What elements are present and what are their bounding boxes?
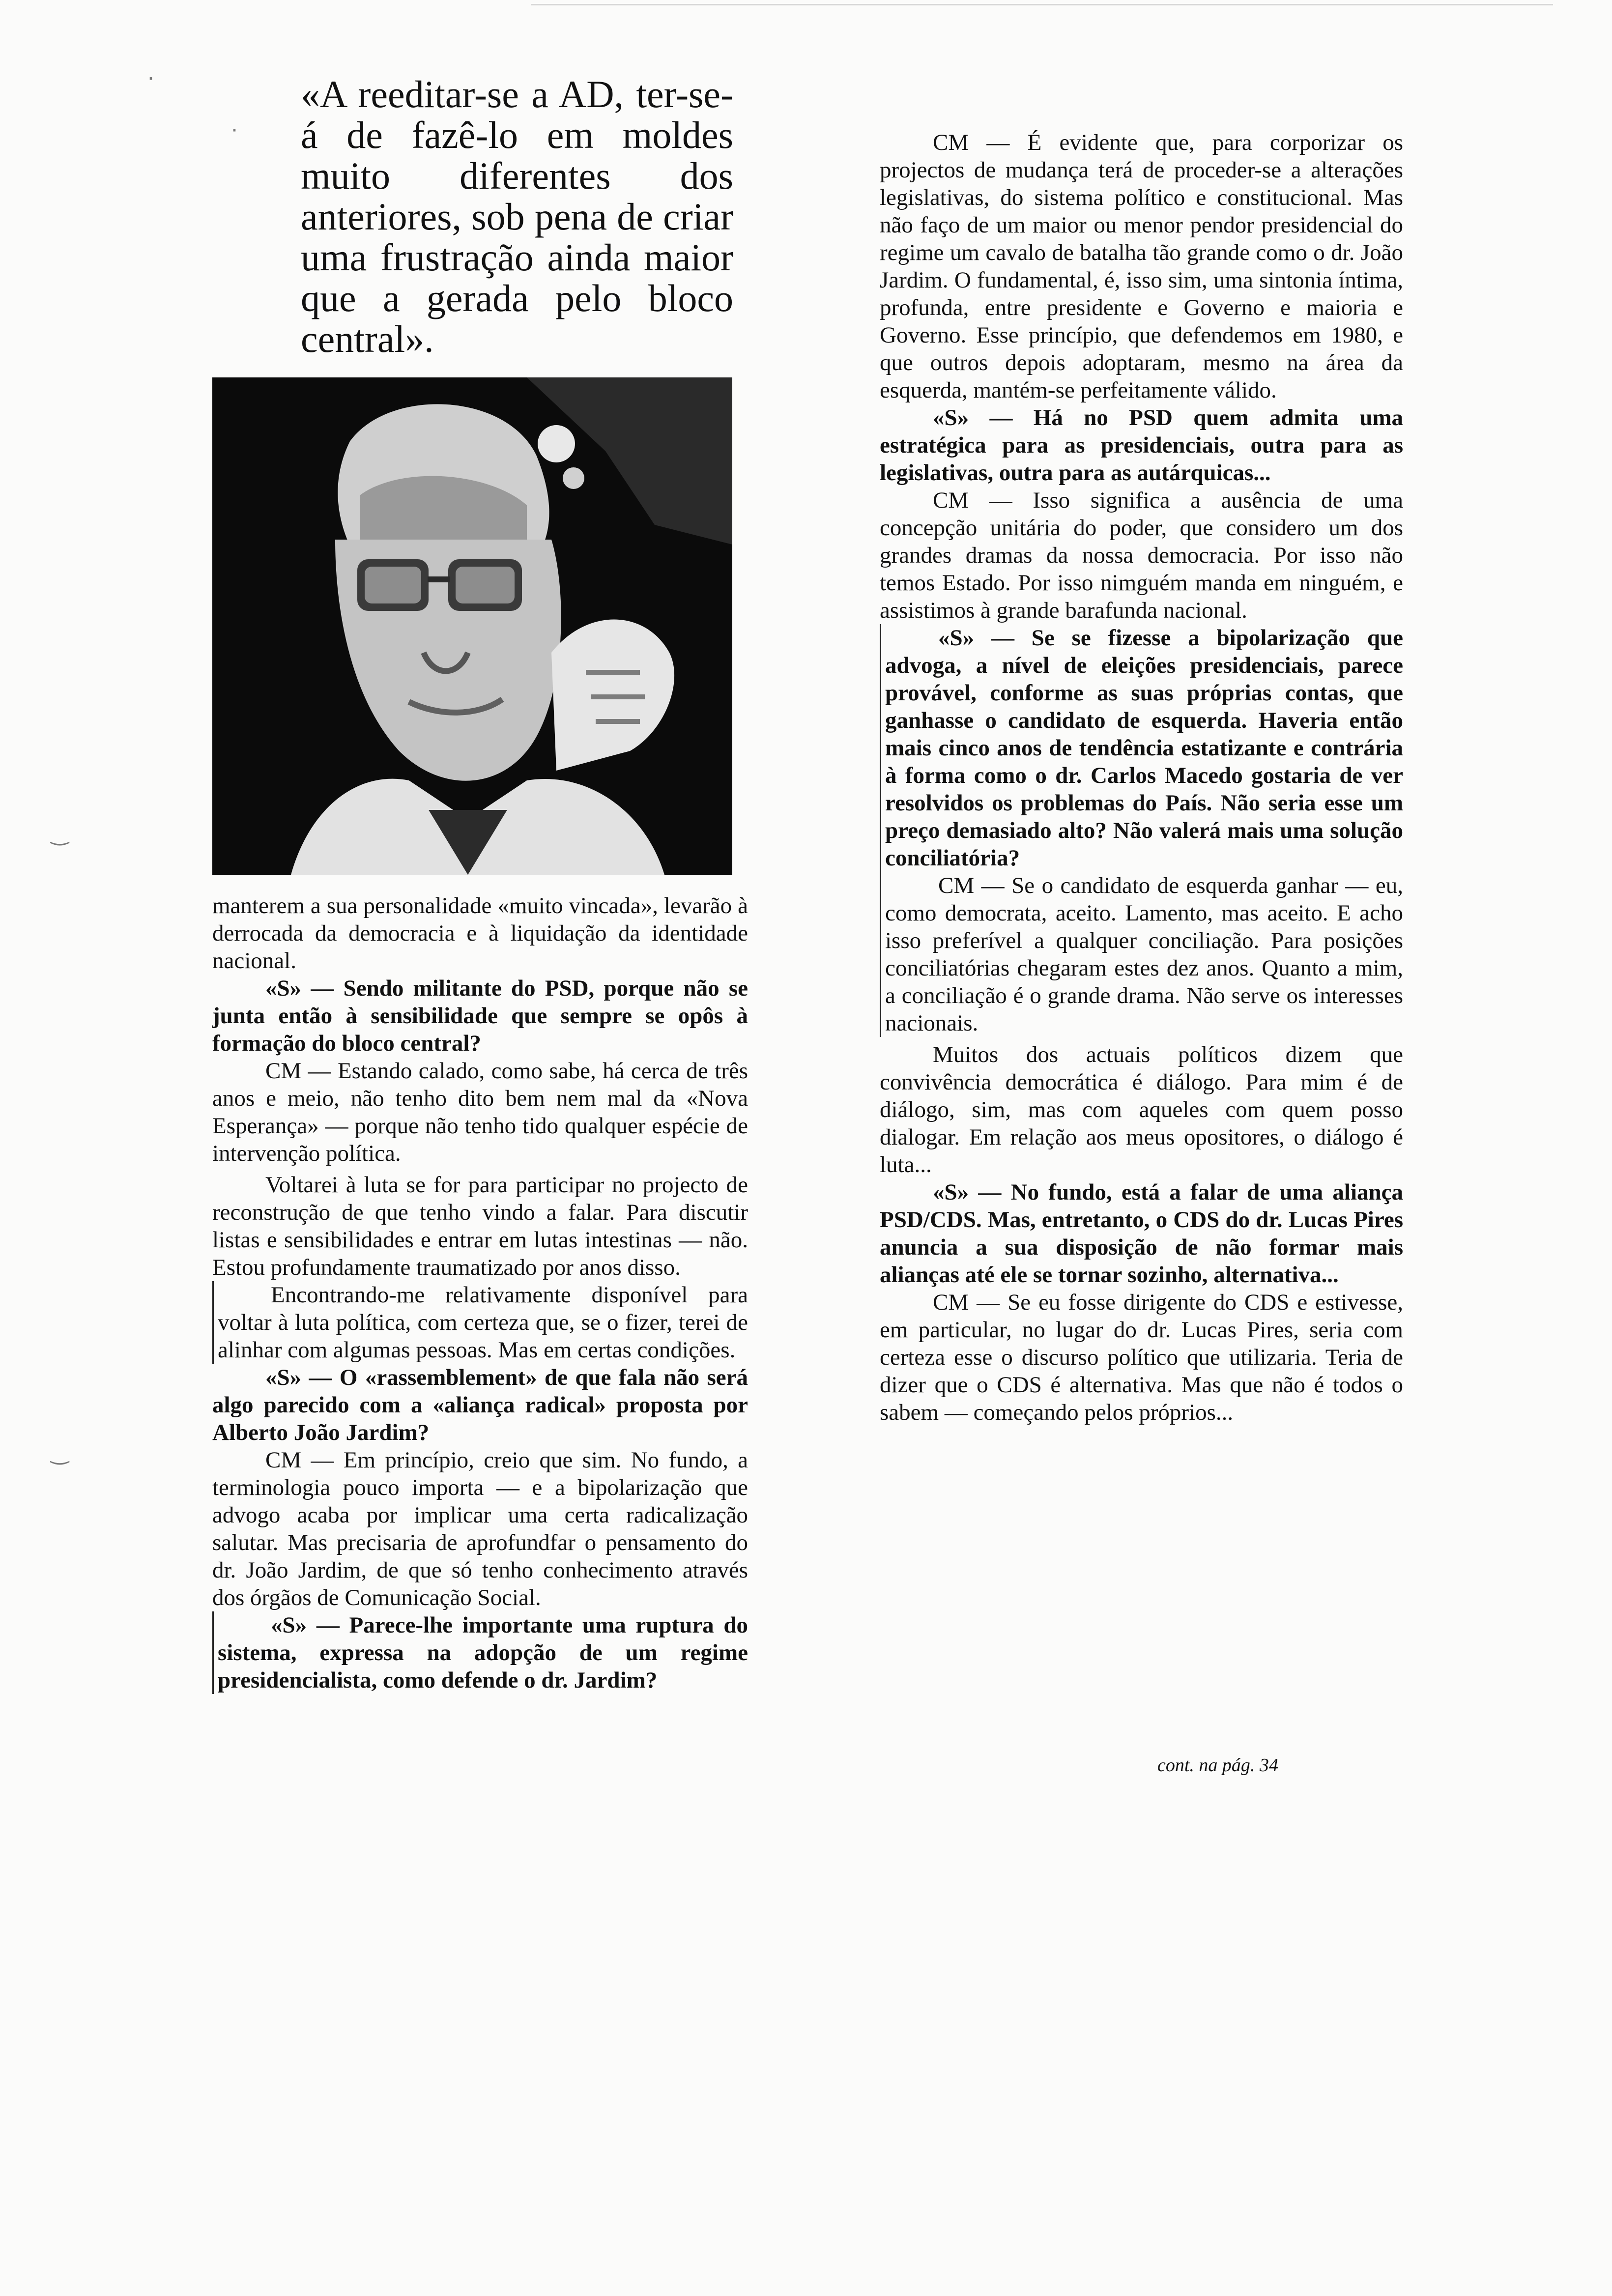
question-paragraph: [880, 1178, 1403, 1289]
portrait-photo: [212, 377, 732, 875]
interviewer-label: «S»: [933, 1179, 969, 1205]
interviewer-label: «S»: [933, 405, 969, 430]
question-paragraph: [880, 624, 1403, 872]
answer-text: — É evidente que, para corporizar os projectos de mudança terá de proceder-se a alterações legislativas, do sistema político e constitucional. Mas não faço de um maior ou menor pendor presidencial do regime um cavalo de batalha tão grande como o dr. João Jardim. O fundamental, é, isso sim, uma sintonia íntima, profunda, entre presidente e Governo e maioria e Governo. Esse princípio, que defendemos em 1980, e que outros depois adoptaram, mesmo na área da esquerda, mantém-se perfeitamente válido.: [880, 130, 1404, 403]
speaker-label: CM: [938, 873, 975, 898]
answer-text: — Se o candidato de esquerda ganhar — eu, como democrata, aceito. Lamento, mas aceito. E acho isso preferível a qualquer conciliação. Para posições conciliatórias chegaram estes dez anos. Quanto a mim, a conciliação é o grande drama. Não serve os interesses nacionais.: [885, 873, 1403, 1036]
question-text: — No fundo, está a falar de uma aliança PSD/CDS. Mas, entretanto, o CDS do dr. Lucas Pires anuncia a sua disposição de não formar mais alianças até ele se tornar sozinho, alternativa...: [880, 1179, 1403, 1288]
answer-paragraph: [880, 872, 1403, 1037]
question-text: — O «rassemblement» de que fala não será algo parecido com a «aliança radical» proposta por Alberto João Jardim?: [212, 1365, 748, 1445]
paragraph: Voltarei à luta se for para participar no projecto de reconstrução de que tenho vindo a falar. Para discutir listas e sensibilidades e entrar em lutas intestinas — não. Estou profundamente traumatizado por anos disso.: [212, 1172, 748, 1280]
answer-paragraph: [880, 129, 1403, 404]
interviewer-label: «S»: [938, 625, 975, 651]
question-paragraph: [212, 1364, 748, 1446]
interviewer-label: «S»: [265, 1365, 302, 1390]
answer-text: — Estando calado, como sabe, há cerca de três anos e meio, não tenho dito bem nem mal da «Nova Esperança» — porque não tenho tido qualquer espécie de intervenção política.: [212, 1058, 748, 1166]
question-paragraph: [212, 975, 748, 1057]
scan-mark-icon: ·: [147, 66, 154, 91]
interviewer-label: «S»: [265, 976, 302, 1001]
answer-paragraph: [880, 487, 1403, 624]
answer-paragraph: [880, 1289, 1403, 1426]
question-text: — Sendo militante do PSD, porque não se junta então à sensibilidade que sempre se opôs à formação do bloco central?: [212, 976, 748, 1056]
paragraph: Encontrando-me relativamente disponível para voltar à luta política, com certeza que, se o fizer, terei de alinhar com algumas pessoas. Mas em certas condições.: [212, 1281, 748, 1364]
question-text: — Parece-lhe importante uma ruptura do sistema, expressa na adopção de um regime presidencialista, como defende o dr. Jardim?: [218, 1612, 748, 1693]
question-paragraph: [880, 404, 1403, 487]
speaker-label: CM: [933, 488, 969, 513]
answer-text: — Se eu fosse dirigente do CDS e estivesse, em particular, no lugar do dr. Lucas Pires, seria com certeza esse o discurso político que utilizaria. Teria de dizer que o CDS é alternativa. Mas que não é todos o sabem — começando pelos próprios...: [880, 1290, 1404, 1425]
speaker-label: CM: [265, 1447, 302, 1473]
continuation-note: cont. na pág. 34: [1157, 1755, 1278, 1776]
pull-quote: «A reeditar-se a AD, ter-se-á de fazê-lo em moldes muito diferentes dos anteriores, sob pena de criar uma frustração ainda maior que a gerada pelo bloco central».: [301, 73, 733, 360]
scan-mark-icon: ‿: [51, 1440, 69, 1465]
top-rule: [531, 4, 1553, 5]
question-text: — Há no PSD quem admita uma estratégica para as presidenciais, outra para as legislativas, outra para as autárquicas...: [880, 405, 1403, 486]
answer-text: — Isso significa a ausência de uma concepção unitária do poder, que considero um dos grandes dramas da nossa democracia. Por isso não temos Estado. Por isso nimguém manda em ninguém, e assistimos à grande barafunda nacional.: [880, 488, 1403, 623]
portrait-photo-icon: [212, 377, 732, 875]
right-article-column: [880, 129, 1403, 1426]
speaker-label: CM: [933, 130, 969, 155]
left-article-column: [212, 892, 748, 1694]
answer-paragraph: [212, 1446, 748, 1611]
speaker-label: CM: [933, 1290, 969, 1315]
interviewer-label: «S»: [271, 1612, 307, 1638]
speaker-label: CM: [265, 1058, 302, 1084]
paragraph: Muitos dos actuais políticos dizem que convivência democrática é diálogo. Para mim é de diálogo, sim, mas com aqueles com quem posso dialogar. Em relação aos meus opositores, o diálogo é luta...: [880, 1042, 1403, 1177]
question-text: — Se se fizesse a bipolarização que advoga, a nível de eleições presidenciais, parece provável, conforme as suas próprias contas, que ganhasse o candidato de esquerda. Haveria então mais cinco anos de tendência estatizante e contrária à forma como o dr. Carlos Macedo gostaria de ver resolvidos os problemas do País. Não seria esse um preço demasiado alto? Não valerá mais uma solução conciliatória?: [885, 625, 1404, 871]
answer-paragraph: [212, 1057, 748, 1167]
answer-text: — Em princípio, creio que sim. No fundo, a terminologia pouco importa — e a bipolarização que advogo acaba por implicar uma certa radicalização salutar. Mas precisaria de aprofundfar o pensamento do dr. João Jardim, de que só tenho conhecimento através dos órgãos de Comunicação Social.: [212, 1447, 748, 1610]
scan-mark-icon: ‿: [51, 821, 69, 846]
scan-mark-icon: ·: [231, 118, 238, 143]
paragraph: manterem a sua personalidade «muito vincada», levarão à derrocada da democracia e à liquidação da identidade nacional.: [212, 893, 748, 974]
question-paragraph: [212, 1611, 748, 1694]
